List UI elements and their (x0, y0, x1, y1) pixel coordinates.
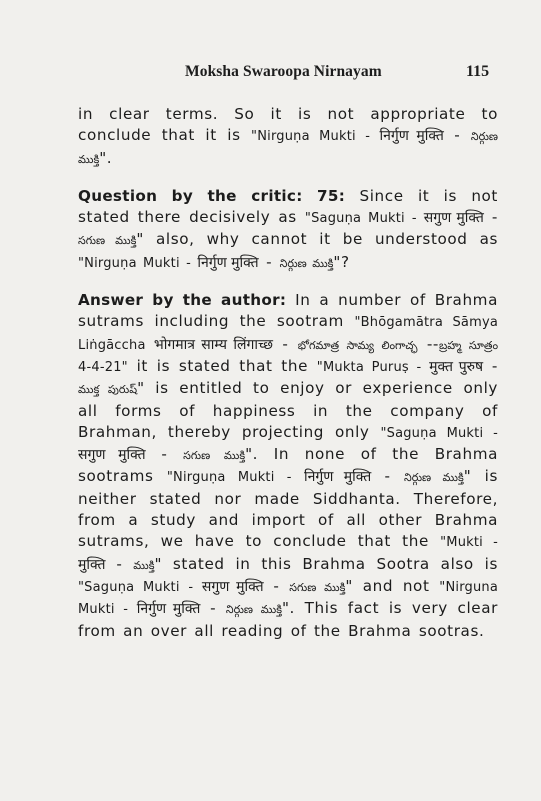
paragraph-text: " and not (345, 576, 440, 595)
term-telugu: ముక్తి (133, 558, 155, 572)
term-telugu: భోగమాత్ర సామ్య లింగాచ్ఛ (297, 338, 418, 352)
term-separator: - (258, 252, 280, 271)
term-english: "Nirguṇa Mukti - (166, 470, 304, 486)
term-telugu: ముక్త పురుష్ (78, 383, 138, 397)
term-devanagari: निर्गुण मुक्ति (197, 254, 259, 271)
term-telugu: నిర్గుణ ముక్తి (78, 130, 498, 166)
term-telugu: సగుణ ముక్తి (183, 449, 246, 463)
paragraph-text: in clear terms. So it is not appropriate to conclude that it is (78, 105, 498, 145)
page-header (0, 63, 541, 85)
term-english: "Mukta Puruṣ - (316, 359, 430, 375)
term-separator: - (483, 356, 498, 375)
term-english: "Nirguṇa Mukti - (78, 255, 198, 271)
term-devanagari: मुक्ति (78, 556, 106, 573)
paragraph-text: ". This fact is very clear from an over all reading of the Brahma sootras. (78, 599, 498, 640)
term-english: "Bhōgamātra Sāmya Liṅgāccha (78, 315, 498, 353)
sutra-reference: 4-4-21" (78, 359, 128, 375)
paragraph-text: " stated in this Brahma Sootra also is (154, 554, 498, 573)
term-devanagari: निर्गुण मुक्ति (379, 128, 444, 145)
paragraph-text: "? (333, 252, 350, 271)
term-english: "Saguṇa Mukti - (304, 211, 424, 227)
answer-label: Answer by the author: (78, 291, 287, 310)
term-telugu: నిర్గుణ ముక్తి (403, 471, 464, 485)
term-telugu: సగుణ ముక్తి (289, 580, 346, 594)
term-telugu: సగుణ ముక్తి (78, 234, 137, 248)
term-separator: -- (417, 334, 439, 353)
term-english: "Nirguṇa Mukti - (251, 129, 380, 145)
term-separator: - (273, 334, 298, 353)
term-english: "Nirguna Mukti - (78, 579, 499, 618)
critic-question (78, 186, 498, 274)
term-devanagari: सगुण मुक्ति (78, 447, 146, 464)
term-devanagari: निर्गुण मुक्ति (303, 469, 372, 486)
running-title: Moksha Swaroopa Nirnayam (185, 63, 382, 80)
question-label: Question by the critic: 75: (78, 186, 346, 205)
term-devanagari: सगुण मुक्ति (201, 578, 264, 595)
paragraph-text: " is neither stated nor made Siddhanta. Therefore, from a study and import of all other Brahma sutrams, we have to conclude that the (78, 467, 499, 551)
term-devanagari: सगुण मुक्ति (423, 210, 484, 227)
term-english: "Mukti - (440, 535, 498, 551)
term-devanagari: मुक्त पुरुष (429, 358, 484, 375)
term-separator: - (145, 445, 184, 464)
paragraph-text: ". (99, 148, 113, 167)
paragraph-text: In a number of Brahma sutrams including the sootram (78, 291, 498, 331)
term-devanagari: भोगमात्र साम्य लिंगाच्छ (153, 336, 274, 353)
term-devanagari: निर्गुण मुक्ति (136, 601, 201, 618)
term-separator: - (200, 599, 226, 618)
paragraph-text: " is entitled to enjoy or experience only all forms of happiness in the company of Brahman, thereby projecting only (78, 379, 498, 441)
term-telugu: నిర్గుణ ముక్తి (225, 603, 282, 617)
page-number: 115 (466, 63, 490, 80)
term-separator: - (483, 208, 498, 227)
term-separator: - (443, 126, 471, 145)
page-body (78, 104, 498, 658)
paragraph-text: ". In none of the Brahma sootrams (78, 445, 498, 486)
paragraph-text: Since it is not stated there decisively as (78, 186, 498, 227)
term-separator: - (263, 576, 290, 595)
term-separator: - (105, 554, 134, 573)
term-separator: - (371, 467, 404, 486)
term-english: "Saguṇa Mukti - (380, 425, 499, 441)
term-telugu: బ్రహ్మ సూత్రం (439, 338, 499, 352)
term-telugu: నిర్గుణ ముక్తి (279, 256, 334, 270)
term-english: "Saguṇa Mukti - (78, 579, 202, 595)
author-answer (78, 290, 498, 642)
paragraph-text: it is stated that the (127, 356, 317, 375)
paragraph-continuation (78, 104, 498, 170)
paragraph-text: " also, why cannot it be understood as (136, 230, 498, 249)
